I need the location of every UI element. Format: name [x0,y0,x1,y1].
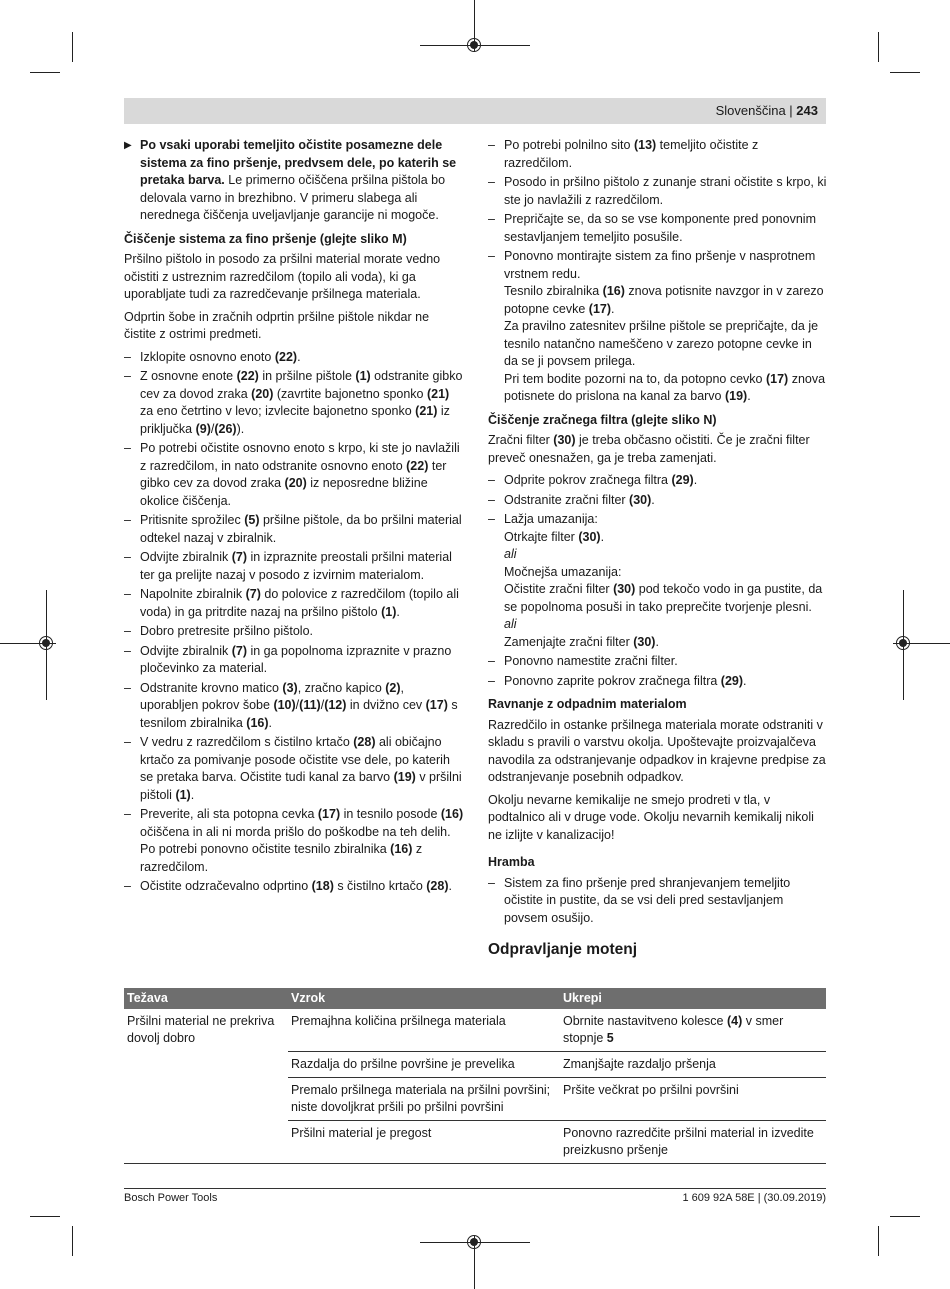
crop-mark [878,32,879,62]
remedy-cell: Pršite večkrat po pršilni površini [560,1078,826,1121]
list-item-text: Lažja umazanija: Otrkajte filter (30). ali Močnejša umazanija: Očistite zračni filter (30) pod tekočo vodo in ga pustite, da se popolnoma posuši in tako preprečite tvorjenje plesni. ali Zamenjajte zračni filter (30). [504,512,823,649]
cleaning-steps-continued [488,137,828,406]
header-language: Slovenščina [715,103,786,118]
section-title-filter: Čiščenje zračnega filtra (glejte sliko N) [488,412,717,427]
section-title-disposal: Ravnanje z odpadnim materialom [488,697,687,711]
crop-mark [30,1216,60,1217]
column-header-remedy: Ukrepi [560,988,826,1009]
dash-bullet: – [124,807,131,821]
storage-steps [488,875,828,928]
list-item-text: Preverite, ali sta potopna cevka (17) in tesnilo posode (16) očiščena in ali ni morda prišlo do poškodbe na teh delih. Po potrebi ponovno očistite tesnilo zbiralnika (16) z razredčilom. [140,807,464,874]
troubleshooting-table [124,988,826,1164]
list-item [124,623,464,641]
column-header-problem: Težava [124,988,288,1009]
list-item [124,680,464,733]
dash-bullet: – [488,673,495,688]
list-item-text: Z osnovne enote (22) in pršilne pištole (1) odstranite gibko cev za dovod zraka (20) (zavrtite bajonetno sponko (21) za eno četrtino v levo; izvlecite bajonetno sponko (21) iz priključka (9)/(26)). [140,369,463,436]
dash-bullet: – [124,624,131,638]
intro-note [124,137,464,225]
cause-cell: Premajhna količina pršilnega materiala [288,1009,560,1052]
dash-bullet: – [488,512,495,526]
disposal-paragraph-1: Razredčilo in ostanke pršilnega materiala morate odstraniti v skladu s pravili o varstvu okolja. Upoštevajte proizvajalčeva navodila za odstranjevanje odpadkov in krajevne predpise za odstranjevanje posebnih odpadkov. [488,717,826,784]
list-item [124,440,464,510]
arrow-right-icon: ▶ [124,140,132,151]
list-item [124,643,464,678]
cause-cell: Razdalja do pršilne površine je prevelika [288,1052,560,1078]
dash-bullet: – [124,680,131,695]
list-item-text: Ponovno namestite zračni filter. [504,654,678,668]
dash-bullet: – [488,138,495,152]
dash-bullet: – [488,175,495,189]
list-item-text: V vedru z razredčilom s čistilno krtačo (28) ali običajno krtačo za pomivanje posode očistite vse dele, po katerih se pretaka barva. Očistite tudi kanal za barvo (19) v pršilni pištoli (1). [140,735,462,802]
list-item [124,878,464,896]
list-item-text: Odprite pokrov zračnega filtra (29). [504,473,698,487]
cleaning-steps [124,349,464,896]
list-item [488,875,828,928]
list-item [488,248,828,406]
registration-mark-icon [896,636,910,650]
list-item-text: Odstranite zračni filter (30). [504,492,655,507]
table-row [124,1009,826,1052]
dash-bullet: – [124,587,131,601]
header-text: Slovenščina | 243 [715,103,818,118]
list-item [488,211,828,246]
cause-cell: Pršilni material je pregost [288,1121,560,1164]
footer-brand: Bosch Power Tools [124,1192,218,1204]
list-item-text: Po potrebi polnilno sito (13) temeljito očistite z razredčilom. [504,138,759,170]
cleaning-paragraph-1: Pršilno pištolo in posodo za pršilni material morate vedno očistiti z ustreznim razredčilom (topilo ali voda), ki ga uporabljate tudi za razredčevanje pršilnega materiala. [124,252,441,301]
list-item-text: Odvijte zbiralnik (7) in izpraznite preostali pršilni material ter ga prelijte nazaj v posodo z izvirnim materialom. [140,550,452,582]
crop-mark [30,72,60,73]
list-item [488,511,828,651]
list-item-text: Sistem za fino pršenje pred shranjevanjem temeljito očistite in pustite, da se vsi deli pred sestavljanjem povsem osušijo. [504,875,791,925]
dash-bullet: – [124,735,131,749]
registration-mark-icon [467,1235,481,1249]
disposal-paragraph-2: Okolju nevarne kemikalije ne smejo prodreti v tla, v podtalnico ali v druge vode. Okolju nevarnih kemikalij nikoli ne izlijte v kanalizacijo! [488,792,814,842]
cause-cell: Premalo pršilnega materiala na pršilni površini; niste dovoljkrat pršili po pršilni površini [288,1078,560,1121]
crop-mark [72,32,73,62]
list-item [488,653,828,671]
crop-mark [72,1226,73,1256]
section-title-cleaning: Čiščenje sistema za fino pršenje (glejte sliko M) [124,231,407,246]
dash-bullet: – [124,441,131,455]
crop-mark [890,72,920,73]
list-item-text: Pritisnite sprožilec (5) pršilne pištole, da bo pršilni material odtekel nazaj v zbiralnik. [140,513,462,545]
cleaning-paragraph-2: Odprtin šobe in zračnih odprtin pršilne pištole nikdar ne čistite z ostrimi predmeti. [124,309,430,341]
dash-bullet: – [488,473,495,487]
problem-cell: Pršilni material ne prekriva dovolj dobro [124,1009,288,1164]
table-header-row [124,988,826,1009]
page-header [124,98,826,124]
list-item-text: Ponovno zaprite pokrov zračnega filtra (29). [504,673,747,688]
list-item [488,673,828,691]
list-item [124,586,464,621]
list-item [488,472,828,490]
registration-mark-icon [467,38,481,52]
list-item-text: Odvijte zbiralnik (7) in ga popolnoma izpraznite v prazno pločevinko za material. [140,643,452,675]
filter-steps [488,472,828,690]
filter-paragraph: Zračni filter (30) je treba občasno očistiti. Če je zračni filter preveč onesnažen, ga je treba zamenjati. [488,433,810,465]
dash-bullet: – [124,513,131,527]
dash-bullet: – [124,349,131,364]
list-item-text: Ponovno montirajte sistem za fino pršenje v nasprotnem vrstnem redu. Tesnilo zbiralnika (16) znova potisnite navzgor in v zarezo potopne cevke (17). Za pravilno zatesnitev pršilne pištole se prepričajte, da je tesnilo natančno nameščeno v zarezo potopne cevke in da se ji povsem prilega. Pri tem bodite pozorni na to, da potopno cevko (17) znova potisnete do prislona na kanal za barvo (19). [504,249,826,403]
remedy-cell: Ponovno razredčite pršilni material in izvedite preizkusno pršenje [560,1121,826,1164]
page-footer [124,1188,826,1204]
troubleshooting-title: Odpravljanje motenj [488,941,638,958]
list-item-text: Očistite odzračevalno odprtino (18) s čistilno krtačo (28). [140,879,452,893]
dash-bullet: – [124,879,131,893]
list-item [488,174,828,209]
list-item [488,137,828,172]
list-item [124,549,464,584]
dash-bullet: – [488,249,495,263]
dash-bullet: – [124,643,131,658]
list-item [488,492,828,510]
list-item-text: Napolnite zbiralnik (7) do polovice z razredčilom (topilo ali voda) in ga pritrdite nazaj na pršilno pištolo (1). [140,587,459,619]
list-item-text: Odstranite krovno matico (3), zračno kapico (2), uporabljen pokrov šobe (10)/(11)/(12) in dvižno cev (17) s tesnilom zbiralnika (16). [140,680,458,730]
dash-bullet: – [488,212,495,226]
column-header-cause: Vzrok [288,988,560,1009]
dash-bullet: – [488,492,495,507]
remedy-cell: Zmanjšajte razdaljo pršenja [560,1052,826,1078]
list-item [124,734,464,804]
intro-note-text: Le primerno očiščena pršilna pištola bo delovala varno in brezhibno. V primeru slabega ali nerednega čiščenja uveljavljanje garancije ni mogoče. [140,173,446,222]
right-column [488,137,828,959]
page-number: 243 [796,103,818,118]
list-item [124,806,464,876]
list-item [124,368,464,438]
left-column [124,137,464,898]
dash-bullet: – [124,369,131,383]
dash-bullet: – [488,654,495,668]
list-item [124,349,464,367]
footer-doc-number: 1 609 92A 58E | (30.09.2019) [682,1192,826,1204]
list-item-text: Prepričajte se, da so se vse komponente pred ponovnim sestavljanjem temeljito posušile. [504,212,816,244]
remedy-cell: Obrnite nastavitveno kolesce (4) v smer stopnje 5 [560,1009,826,1052]
registration-mark-icon [39,636,53,650]
crop-mark [878,1226,879,1256]
intro-note-bold: Po vsaki uporabi temeljito očistite posamezne dele sistema za fino pršenje, predvsem dele, po katerih se pretaka barva. [140,138,457,187]
dash-bullet: – [124,550,131,564]
list-item-text: Izklopite osnovno enoto (22). [140,349,301,364]
dash-bullet: – [488,875,495,890]
section-title-storage: Hramba [488,855,535,869]
list-item-text: Dobro pretresite pršilno pištolo. [140,624,313,638]
crop-mark [890,1216,920,1217]
list-item-text: Po potrebi očistite osnovno enoto s krpo, ki ste jo navlažili z razredčilom, in nato odstranite osnovno enoto (22) ter gibko cev za dovod zraka (20) iz neposredne bližine okolice čiščenja. [140,441,460,508]
list-item [124,512,464,547]
list-item-text: Posodo in pršilno pištolo z zunanje strani očistite s krpo, ki ste jo navlažili z razredčilom. [504,175,827,207]
